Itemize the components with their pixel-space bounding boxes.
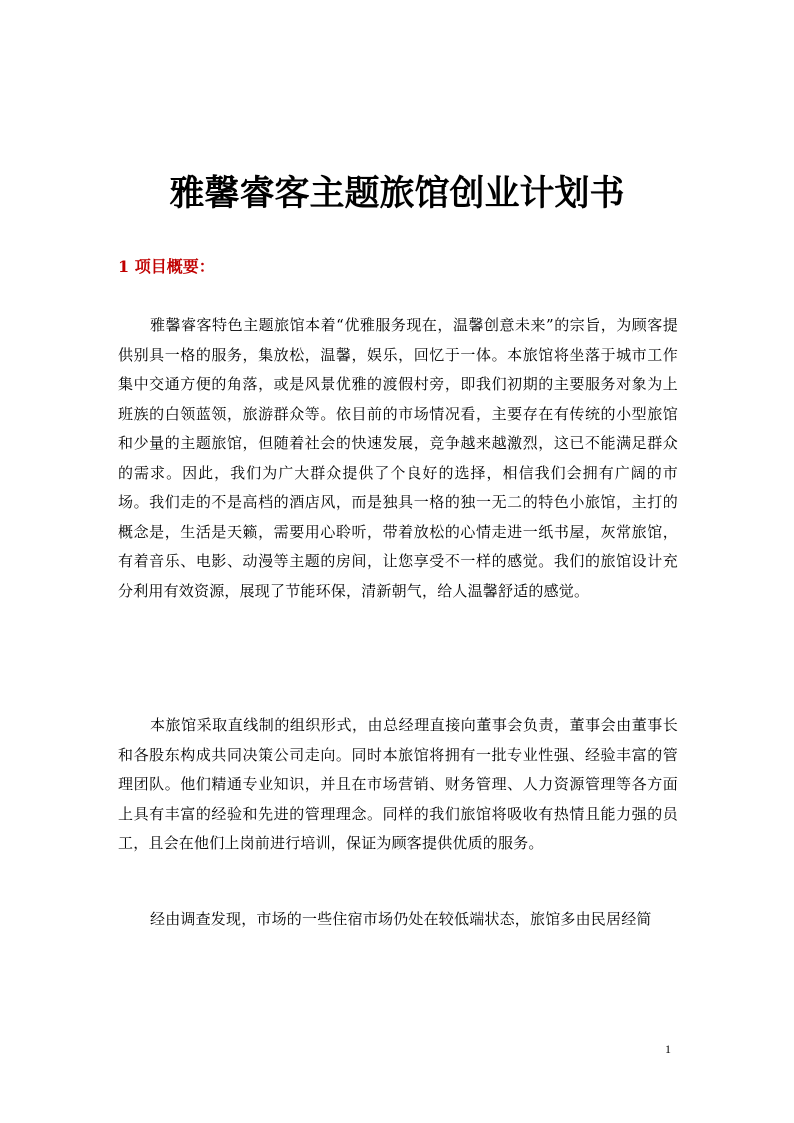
page-number: 1 [665, 1042, 671, 1056]
document-title: 雅馨睿客主题旅馆创业计划书 [169, 173, 625, 214]
paragraph-intro: 雅馨睿客特色主题旅馆本着“优雅服务现在，温馨创意未来”的宗旨，为顾客提供别具一格的服务，集放松，温馨，娱乐，回忆于一体。本旅馆将坐落于城市工作集中交通方便的角落，或是风景优雅的渡假村旁，即我们初期的主要服务对象为上班族的白领蓝领，旅游群众等。依目前的市场情况看，主要存在有传统的小型旅馆和少量的主题旅馆，但随着社会的快速发展，竞争越来越激烈，这已不能满足群众的需求。因此，我们为广大群众提供了个良好的选择，相信我们会拥有广阔的市场。我们走的不是高档的酒店风，而是独具一格的独一无二的特色小旅馆，主打的概念是，生活是天籁，需要用心聆听，带着放松的心情走进一纸书屋，灰常旅馆，有着音乐、电影、动漫等主题的房间，让您享受不一样的感觉。我们的旅馆设计充分利用有效资源，展现了节能环保，清新朝气，给人温馨舒适的感觉。 [118, 316, 678, 600]
section-heading-project-overview: 1 项目概要： [118, 257, 215, 276]
paragraph-organization: 本旅馆采取直线制的组织形式，由总经理直接向董事会负责，董事会由董事长和各股东构成共同决策公司走向。同时本旅馆将拥有一批专业性强、经验丰富的管理团队。他们精通专业知识，并且在市场营销、财务管理、人力资源管理等各方面上具有丰富的经验和先进的管理理念。同样的我们旅馆将吸收有热情且能力强的员工，且会在他们上岗前进行培训，保证为顾客提供优质的服务。 [118, 716, 678, 852]
paragraph-market-survey: 经由调查发现，市场的一些住宿市场仍处在较低端状态，旅馆多由民居经简 [150, 910, 652, 928]
